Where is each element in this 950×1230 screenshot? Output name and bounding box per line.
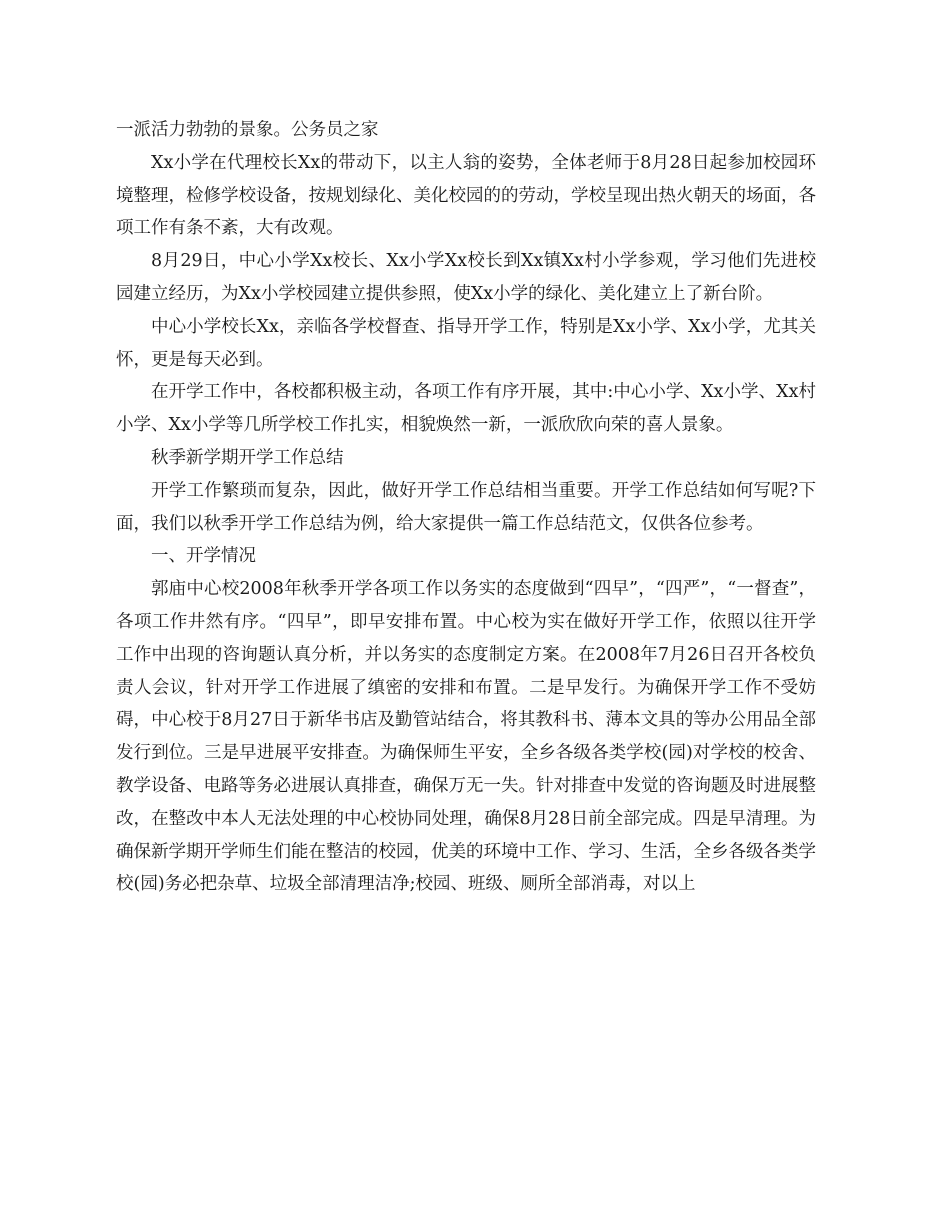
paragraph-intro: 开学工作繁琐而复杂，因此，做好开学工作总结相当重要。开学工作总结如何写呢?下面，我们以秋季开学工作总结为例，给大家提供一篇工作总结范文，仅供各位参考。 — [116, 480, 816, 534]
paragraph-visit: 8月29日，中心小学Xx校长、Xx小学Xx校长到Xx镇Xx村小学参观，学习他们先进校园建立经历，为Xx小学校园建立提供参照，使Xx小学的绿化、美化建立上了新台阶。 — [116, 251, 816, 304]
paragraph-schools-progress: 在开学工作中，各校都积极主动，各项工作有序开展，其中:中心小学、Xx小学、Xx村小学、Xx小学等几所学校工作扎实，相貌焕然一新，一派欣欣向荣的喜人景象。 — [116, 382, 816, 436]
paragraph-four-early: 郭庙中心校2008年秋季开学各项工作以务实的态度做到“四早”，“四严”，“一督查”，各项工作井然有序。“四早”，即早安排布置。中心校为实在做好开学工作，依照以往开学工作中出现的咨询题认真分析，并以务实的态度制定方案。在2008年7月26日召开各校负责人会议，针对开学工作进展了缜密的安排和布置。二是早发行。为确保开学工作不受妨碍，中心校于8月27日于新华书店及勤管站结合，将其教科书、薄本文具的等办公用品全部发行到位。三是早进展平安排查。为确保师生平安，全乡各级各类学校(园)对学校的校舍、教学设备、电路等务必进展认真排查，确保万无一失。针对排查中发觉的咨询题及时进展整改，在整改中本人无法处理的中心校协同处理，确保8月28日前全部完成。四是早清理。为确保新学期开学师生们能在整洁的校园，优美的环境中工作、学习、生活，全乡各级各类学校(园)务必把杂草、垃圾全部清理洁净;校园、班级、厕所全部消毒，对以上 — [116, 579, 816, 895]
document-body — [116, 114, 816, 901]
section-title: 秋季新学期开学工作总结 — [151, 447, 344, 468]
paragraph-xx-school-cleanup: Xx小学在代理校长Xx的带动下，以主人翁的姿势，全体老师于8月28日起参加校园环境整理，检修学校设备，按规划绿化、美化校园的的劳动，学校呈现出热火朝天的场面，各项工作有条不紊，大有改观。 — [116, 152, 816, 239]
paragraph-continuation: 一派活力勃勃的景象。公务员之家 — [116, 120, 379, 140]
section-heading-opening-status: 一、开学情况 — [151, 546, 256, 567]
paragraph-principal-inspection: 中心小学校长Xx，亲临各学校督查、指导开学工作，特别是Xx小学、Xx小学，尤其关怀，更是每天必到。 — [116, 316, 816, 370]
